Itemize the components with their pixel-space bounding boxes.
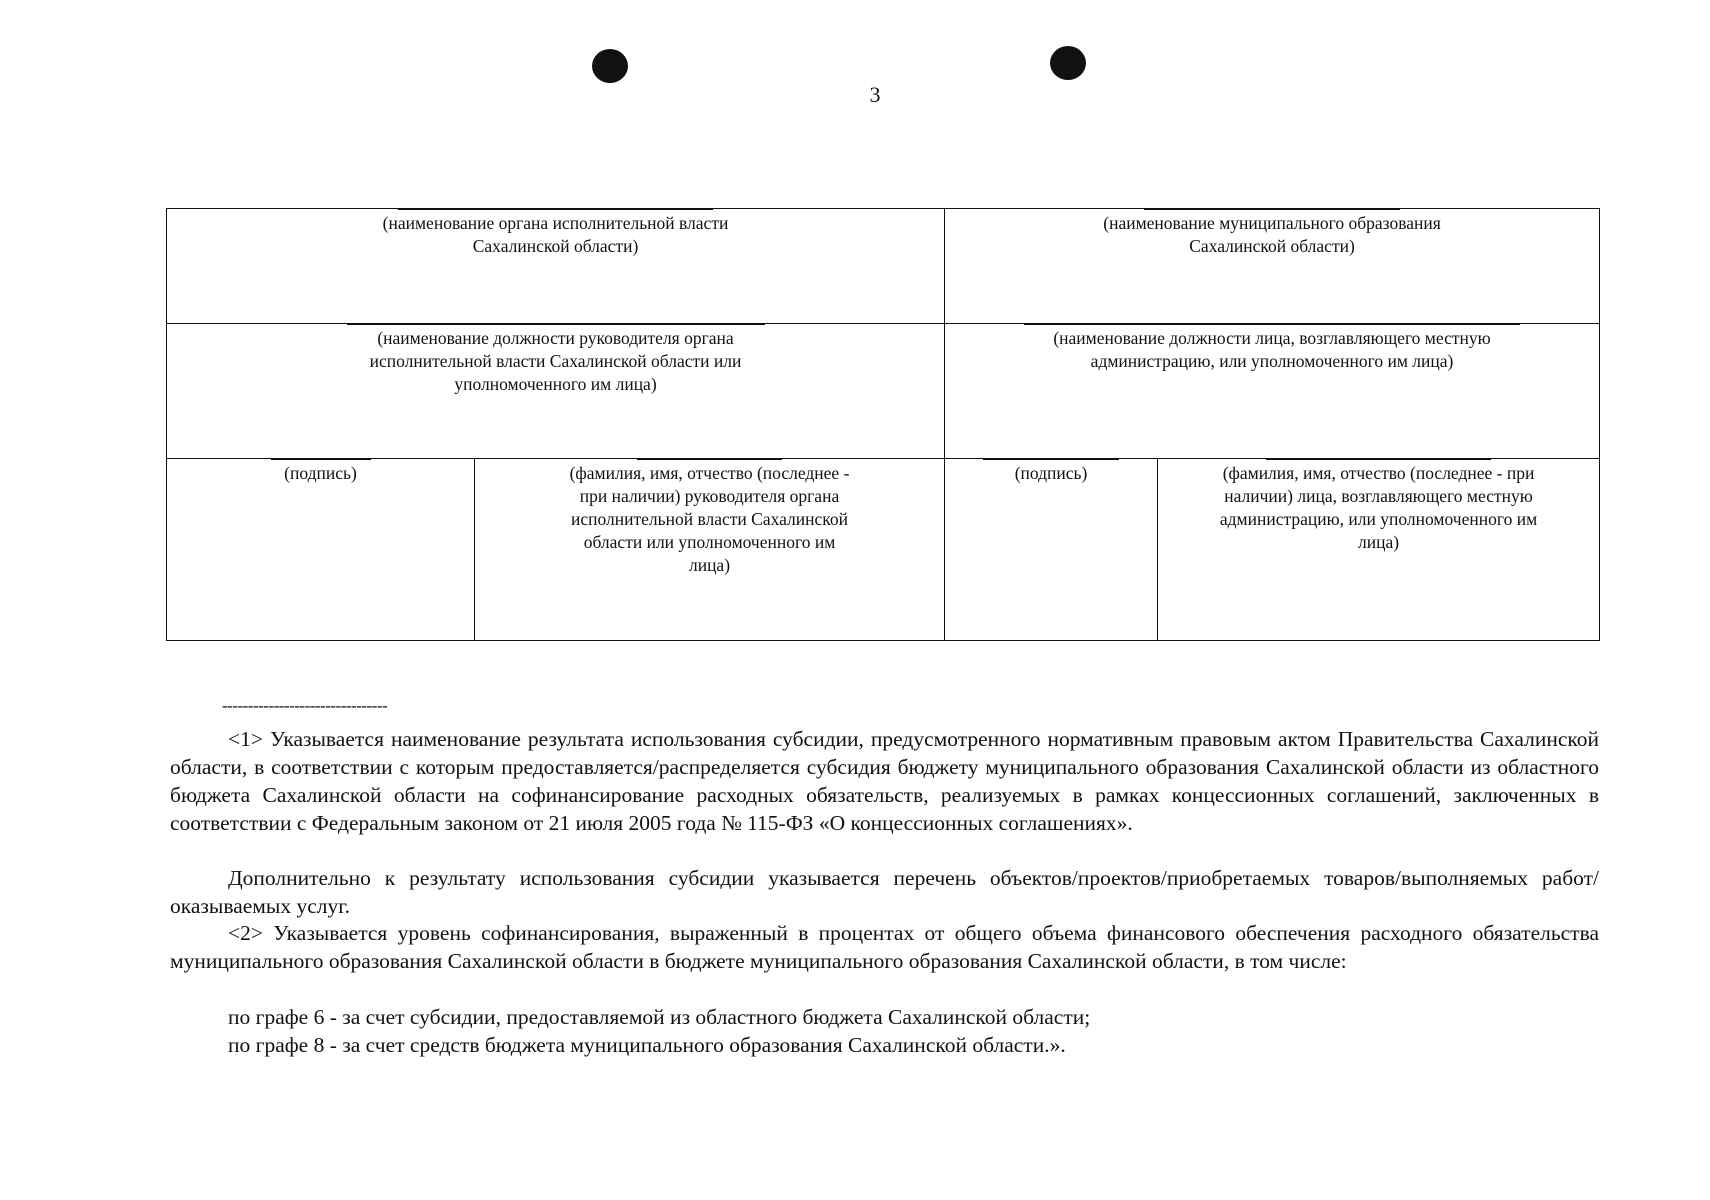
footnote-2-column-8: по графе 8 - за счет средств бюджета муниципального образования Сахалинской области.».: [228, 1033, 1066, 1057]
blank-line: [271, 459, 371, 460]
executive-signature-cell: [167, 459, 475, 641]
punch-hole-left: [592, 49, 628, 83]
blank-line: [347, 324, 765, 325]
footnote-1: <1> Указывается наименование результата использования субсидии, предусмотренного нормативным правовым актом Правительства Сахалинской области, в соответствии с которым предоставляется/распределяется субсидия бюджету муниципального образования Сахалинской области из областного бюджета Сахалинской области на софинансирование расходных обязательств, реализуемых в рамках концессионных соглашений, заключенных в соответствии с Федеральным законом от 21 июля 2005 года № 115-ФЗ «О концессионных соглашениях».: [170, 727, 1599, 835]
footnote-2-column-6: по графе 6 - за счет субсидии, предоставляемой из областного бюджета Сахалинской области;: [228, 1005, 1091, 1029]
blank-line: [1266, 459, 1491, 460]
footnote-2: <2> Указывается уровень софинансирования, выраженный в процентах от общего объема финансового обеспечения расходного обязательства муниципального образования Сахалинской области в бюджете муниципального образования Сахалинской области, в том числе:: [170, 921, 1599, 973]
executive-name-cell: [475, 459, 945, 641]
executive-body-caption: (наименование органа исполнительной власти Сахалинской области): [382, 213, 729, 256]
municipality-caption: (наименование муниципального образования Сахалинской области): [1103, 213, 1441, 256]
page-number: 3: [869, 82, 881, 107]
municipal-signature-caption: (подпись): [1014, 463, 1088, 483]
executive-body-cell: [167, 209, 945, 324]
signature-row-organizations: [167, 209, 1600, 324]
signature-row-positions: [167, 324, 1600, 459]
municipal-signature-cell: [945, 459, 1158, 641]
municipal-position-cell: [945, 324, 1600, 459]
signature-table: [166, 208, 1600, 641]
municipal-name-caption: (фамилия, имя, отчество (последнее - при наличии) лица, возглавляющего местную администрацию, или уполномоченного им лица): [1219, 463, 1538, 552]
punch-hole-right: [1050, 46, 1086, 80]
municipal-name-cell: [1158, 459, 1600, 641]
blank-line: [983, 459, 1119, 460]
executive-position-caption: (наименование должности руководителя органа исполнительной власти Сахалинской области или уполномоченного им лица): [369, 328, 742, 394]
signature-row-signatures: [167, 459, 1600, 641]
municipality-cell: [945, 209, 1600, 324]
footnote-1-additional: Дополнительно к результату использования субсидии указывается перечень объектов/проектов/приобретаемых товаров/выполняемых работ/оказываемых услуг.: [170, 866, 1599, 918]
municipal-position-caption: (наименование должности лица, возглавляющего местную администрацию, или уполномоченного им лица): [1053, 328, 1491, 371]
blank-line: [1024, 324, 1520, 325]
blank-line: [637, 459, 782, 460]
executive-name-caption: (фамилия, имя, отчество (последнее - при наличии) руководителя органа исполнительной власти Сахалинской области или уполномоченного им лица): [569, 463, 850, 575]
blank-line: [398, 209, 713, 210]
footnote-separator: --------------------------------: [222, 696, 388, 715]
executive-position-cell: [167, 324, 945, 459]
executive-signature-caption: (подпись): [284, 463, 357, 483]
blank-line: [1144, 209, 1400, 210]
